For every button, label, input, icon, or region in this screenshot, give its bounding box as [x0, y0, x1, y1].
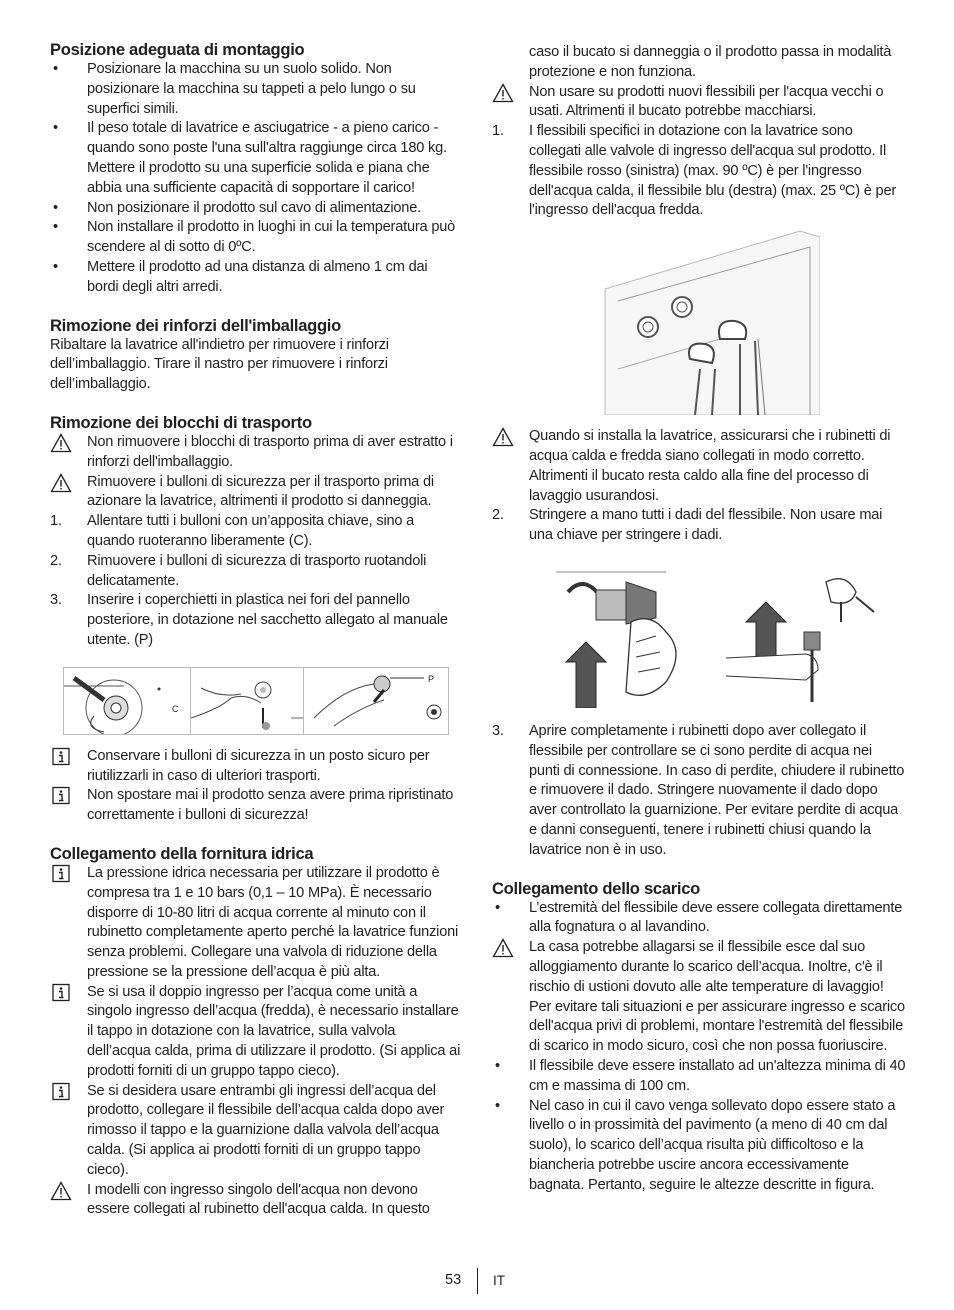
numbered-step: 3. Inserire i coperchietti in plastica nei fori del pannello posteriore, in dotazione nel sacchetto allegato al manuale utente. (P): [50, 592, 448, 648]
info-icon: [50, 786, 80, 806]
info-icon: [50, 1082, 80, 1102]
hand-tighten-figure: [556, 562, 896, 708]
info-note: La pressione idrica necessaria per utilizzare il prodotto è compresa tra 1 e 10 bars (0,1 – 10 MPa). È necessario disporre di 10-80 litri di acqua corrente al minuto con il rubinetto completamente aperto perché la lavatrice funzioni senza problemi. Collegare una valvola di riduzione della pressione se la pressione dell’acqua è più alta.: [50, 864, 462, 983]
figure-label-c: C: [172, 703, 179, 714]
info-note: Se si usa il doppio ingresso per l’acqua come unità a singolo ingresso dell’acqua (fredda), è necessario installare il tappo in dotazione con la lavatrice, sulla valvola dell’acqua calda, prima di utilizzare il prodotto. (Si applica ai prodotti forniti di un gruppo tappo cieco).: [50, 983, 462, 1082]
heading-water-supply: Collegamento della fornitura idrica: [50, 843, 314, 863]
footer-divider: [477, 1268, 478, 1294]
heading-packaging: Rimozione dei rinforzi dell'imballaggio: [50, 315, 341, 335]
bullet-item: • Non installare il prodotto in luoghi in cui la temperatura può scendere al di sotto di 0ºC.: [53, 219, 456, 256]
figure-panel-hand: [191, 668, 304, 734]
numbered-step: 2. Stringere a mano tutti i dadi del flessibile. Non usare mai una chiave per stringere i dadi.: [492, 507, 883, 544]
info-icon: [50, 747, 80, 767]
heading-transport-blocks: Rimozione dei blocchi di trasporto: [50, 412, 312, 432]
heading-mounting: Posizione adeguata di montaggio: [50, 40, 305, 59]
bullet-icon: •: [53, 199, 58, 216]
warning-icon: [50, 433, 80, 453]
warning-note: Quando si installa la lavatrice, assicurarsi che i rubinetti di acqua calda e fredda siano collegati in modo corretto. Altrimenti il bucato resta caldo alla fine del processo di lavaggio usurandosi.: [492, 427, 906, 506]
bullet-item: • Non posizionare il prodotto sul cavo di alimentazione.: [50, 199, 462, 219]
numbered-step: 1. I flessibili specifici in dotazione con la lavatrice sono collegati alle valvole di ingresso dell'acqua sul prodotto. Il flessibile rosso (sinistra) (max. 90 ºC) è per l'ingresso dell'acqua calda, il flessibile blu (destra) (max. 25 ºC) è per l'ingresso dell'acqua fredda.: [492, 123, 897, 219]
warning-icon: [50, 1181, 80, 1201]
warning-icon: [492, 938, 522, 958]
bullet-item: • Nel caso in cui il cavo venga sollevato dopo essere stato a livello o in prossimità del pavimento (a meno di 40 cm dal suolo), lo scarico dell’acqua risulta più difficoltoso e la biancheria potrebbe uscire ancora eccessivamente bagnata. Pertanto, seguire le altezze descritte in figura.: [495, 1097, 896, 1193]
language-code: IT: [493, 1273, 505, 1288]
bullet-icon: •: [53, 120, 58, 137]
info-note: Non spostare mai il prodotto senza avere prima ripristinato correttamente i bulloni di sicurezza!: [50, 786, 462, 826]
bullet-item: • L’estremità del flessibile deve essere collegata direttamente alla fognatura o al lavandino.: [495, 899, 903, 936]
left-column: [50, 40, 462, 1220]
figure-label-p: P: [428, 673, 434, 684]
hose-valves-figure: [600, 229, 820, 415]
numbered-step: 3. Aprire completamente i rubinetti dopo aver collegato il flessibile per controllare se ci sono perdite di acqua nei punti di connessione. In caso di perdite, chiudere il rubinetto e rimuovere il dado. Stringere nuovamente il dado dopo aver controllato la guarnizione. Per evitare perdite di acqua e danni conseguenti, tenere i rubinetti chiusi quando la lavatrice non è in uso.: [492, 722, 905, 858]
numbered-step: 1. Allentare tutti i bulloni con un’apposita chiave, sino a quando ruoteranno liberamente (C).: [50, 513, 415, 549]
warning-note: Rimuovere i bulloni di sicurezza per il trasporto prima di azionare la lavatrice, altrimenti il prodotto si danneggia.: [50, 473, 462, 513]
info-icon: [50, 864, 80, 884]
page-number: 53: [445, 1272, 462, 1288]
info-note: Se si desidera usare entrambi gli ingressi dell’acqua del prodotto, collegare il flessibile dell’acqua calda dopo aver rimosso il tappo e la guarnizione dalla valvola dell’acqua calda. (Si applica ai prodotti forniti di un gruppo tappo cieco).: [50, 1082, 462, 1181]
bullet-item: • Mettere il prodotto ad una distanza di almeno 1 cm dai bordi degli altri arredi.: [53, 258, 428, 295]
bullet-icon: •: [495, 1057, 500, 1074]
bullet-item: • Il flessibile deve essere installato ad un'altezza minima di 40 cm e massima di 100 cm.: [495, 1057, 906, 1094]
warning-icon: [492, 427, 522, 447]
warning-note: Non rimuovere i blocchi di trasporto prima di aver estratto i rinforzi dell'imballaggio.: [50, 433, 462, 473]
warning-note: La casa potrebbe allagarsi se il flessibile esce dal suo alloggiamento durante lo scarico dell’acqua. Inoltre, c'è il rischio di ustioni dovuto alle alte temperature di lavaggio! Per evitare tali situazioni e per assicurare ingresso e scarico dell'acqua privi di problemi, montare l'estremità del flessibile di scarico in modo sicuro, così che non possa fuoriuscire.: [492, 938, 906, 1057]
packaging-text: Ribaltare la lavatrice all'indietro per rimuovere i rinforzi dell’imballaggio. Tirare il nastro per rimuovere i rinforzi dell’imballaggio.: [50, 336, 389, 393]
numbered-step: 2. Rimuovere i bulloni di sicurezza di trasporto ruotandoli delicatamente.: [50, 552, 427, 589]
continued-text: caso il bucato si danneggia o il prodotto passa in modalità protezione e non funziona.: [529, 44, 892, 80]
figure-panel-cap: [304, 668, 448, 734]
transport-bolts-figure: [63, 667, 449, 735]
bullet-icon: •: [53, 61, 58, 77]
bullet-icon: •: [495, 899, 500, 916]
right-column: [492, 43, 906, 1195]
bullet-icon: •: [495, 1097, 500, 1114]
bullet-icon: •: [53, 219, 58, 236]
heading-drain: Collegamento dello scarico: [492, 878, 700, 898]
warning-note: Non usare su prodotti nuovi flessibili per l'acqua vecchi o usati. Altrimenti il bucato potrebbe macchiarsi.: [492, 83, 906, 123]
bullet-icon: •: [53, 258, 58, 275]
bullet-item: • Posizionare la macchina su un suolo solido. Non posizionare la macchina su tappeti a pelo lungo o su superfici simili.: [53, 61, 416, 117]
warning-icon: [492, 83, 522, 103]
info-icon: [50, 983, 80, 1003]
bullet-item: • Il peso totale di lavatrice e asciugatrice - a pieno carico - quando sono poste l'una sull'altra raggiunge circa 180 kg. Mettere il prodotto su una superficie solida e piana che abbia una sufficiente capacità di sopportare il carico!: [53, 120, 447, 196]
warning-note: I modelli con ingresso singolo dell'acqua non devono essere collegati al rubinetto dell'acqua calda. In questo: [50, 1181, 462, 1221]
warning-icon: [50, 473, 80, 493]
info-note: Conservare i bulloni di sicurezza in un posto sicuro per riutilizzarli in caso di ulteriori trasporti.: [50, 747, 462, 787]
figure-panel-wrench: [64, 668, 191, 734]
